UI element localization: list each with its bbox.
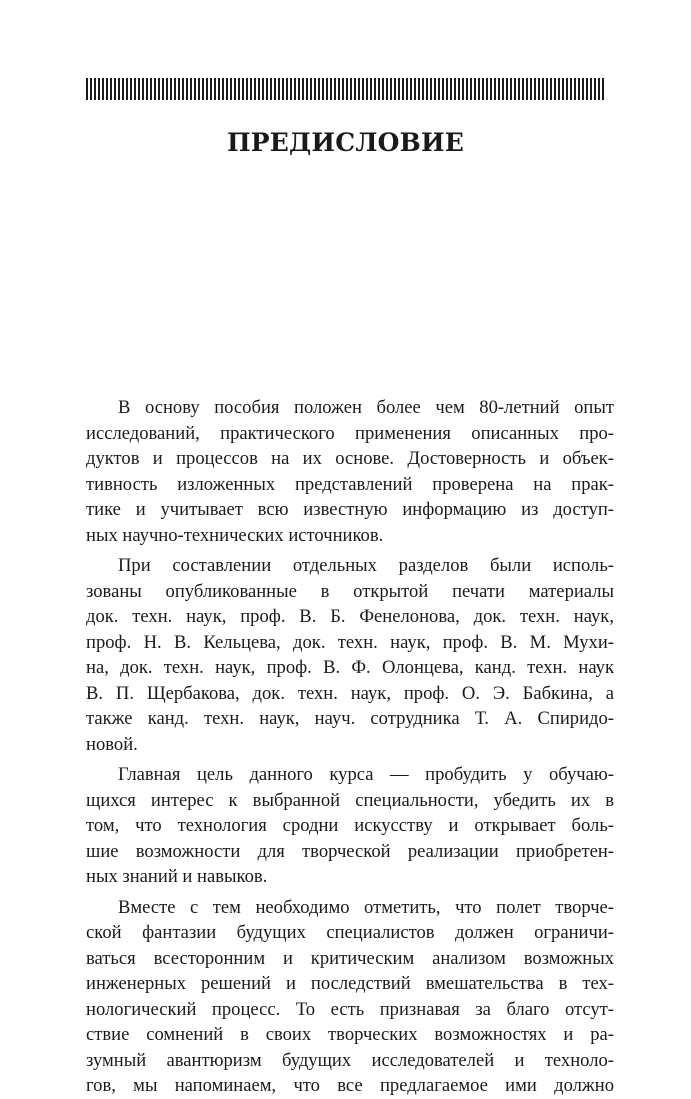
paragraph: [86, 553, 614, 757]
text-line: также канд. техн. наук, науч. сотрудника Т. А. Спиридо-: [86, 708, 614, 729]
text-line: При составлении отдельных разделов были исполь-: [118, 555, 614, 576]
decorative-header-rule: [86, 78, 606, 100]
paragraph: [86, 895, 614, 1099]
text-line: новой.: [86, 733, 138, 755]
text-line: ствие сомнений в своих творческих возможностях и ра-: [86, 1024, 614, 1045]
text-line: дуктов и процессов на их основе. Достоверность и объек-: [86, 448, 614, 469]
text-line: шие возможности для творческой реализации приобретен-: [86, 840, 614, 862]
text-line: док. техн. наук, проф. В. Б. Фенелонова, док. техн. наук,: [86, 606, 614, 627]
paragraph: [86, 762, 614, 890]
text-line: ваться всесторонним и критическим анализом возможных: [86, 947, 614, 969]
text-line: ных знаний и навыков.: [86, 866, 268, 887]
text-line: ской фантазии будущих специалистов должен ограничи-: [86, 922, 614, 943]
text-line: проф. Н. В. Кельцева, док. техн. наук, проф. В. М. Мухи-: [86, 631, 614, 653]
text-line: том, что технология сродни искусству и открывает боль-: [86, 815, 614, 836]
text-line: инженерных решений и последствий вмешательства в тех-: [86, 973, 614, 994]
text-line: щихся интерес к выбранной специальности, убедить их в: [86, 789, 614, 811]
body-text: [86, 395, 614, 1099]
text-line: ных научно-технических источников.: [86, 524, 384, 546]
text-line: нологический процесс. То есть признавая за благо отсут-: [86, 998, 614, 1020]
text-line: В. П. Щербакова, док. техн. наук, проф. О. Э. Бабкина, а: [86, 682, 614, 704]
paragraph: [86, 395, 614, 548]
text-line: Вместе с тем необходимо отметить, что полет творче-: [118, 896, 614, 918]
text-line: тике и учитывает всю известную информацию из доступ-: [86, 499, 614, 520]
text-line: на, док. техн. наук, проф. В. Ф. Олонцева, канд. техн. наук: [86, 657, 614, 678]
text-line: В основу пособия положен более чем 80-летний опыт: [118, 397, 614, 418]
page-title: ПРЕДИСЛОВИЕ: [226, 128, 465, 157]
text-line: исследований, практического применения описанных про-: [86, 422, 614, 444]
text-line: тивность изложенных представлений проверена на прак-: [86, 473, 614, 495]
text-line: зованы опубликованные в открытой печати материалы: [86, 580, 614, 602]
text-line: Главная цель данного курса — пробудить у обучаю-: [118, 764, 614, 785]
text-line: гов, мы напоминаем, что все предлагаемое ими должно: [86, 1075, 614, 1096]
text-line: зумный авантюризм будущих исследователей и техноло-: [86, 1049, 614, 1071]
